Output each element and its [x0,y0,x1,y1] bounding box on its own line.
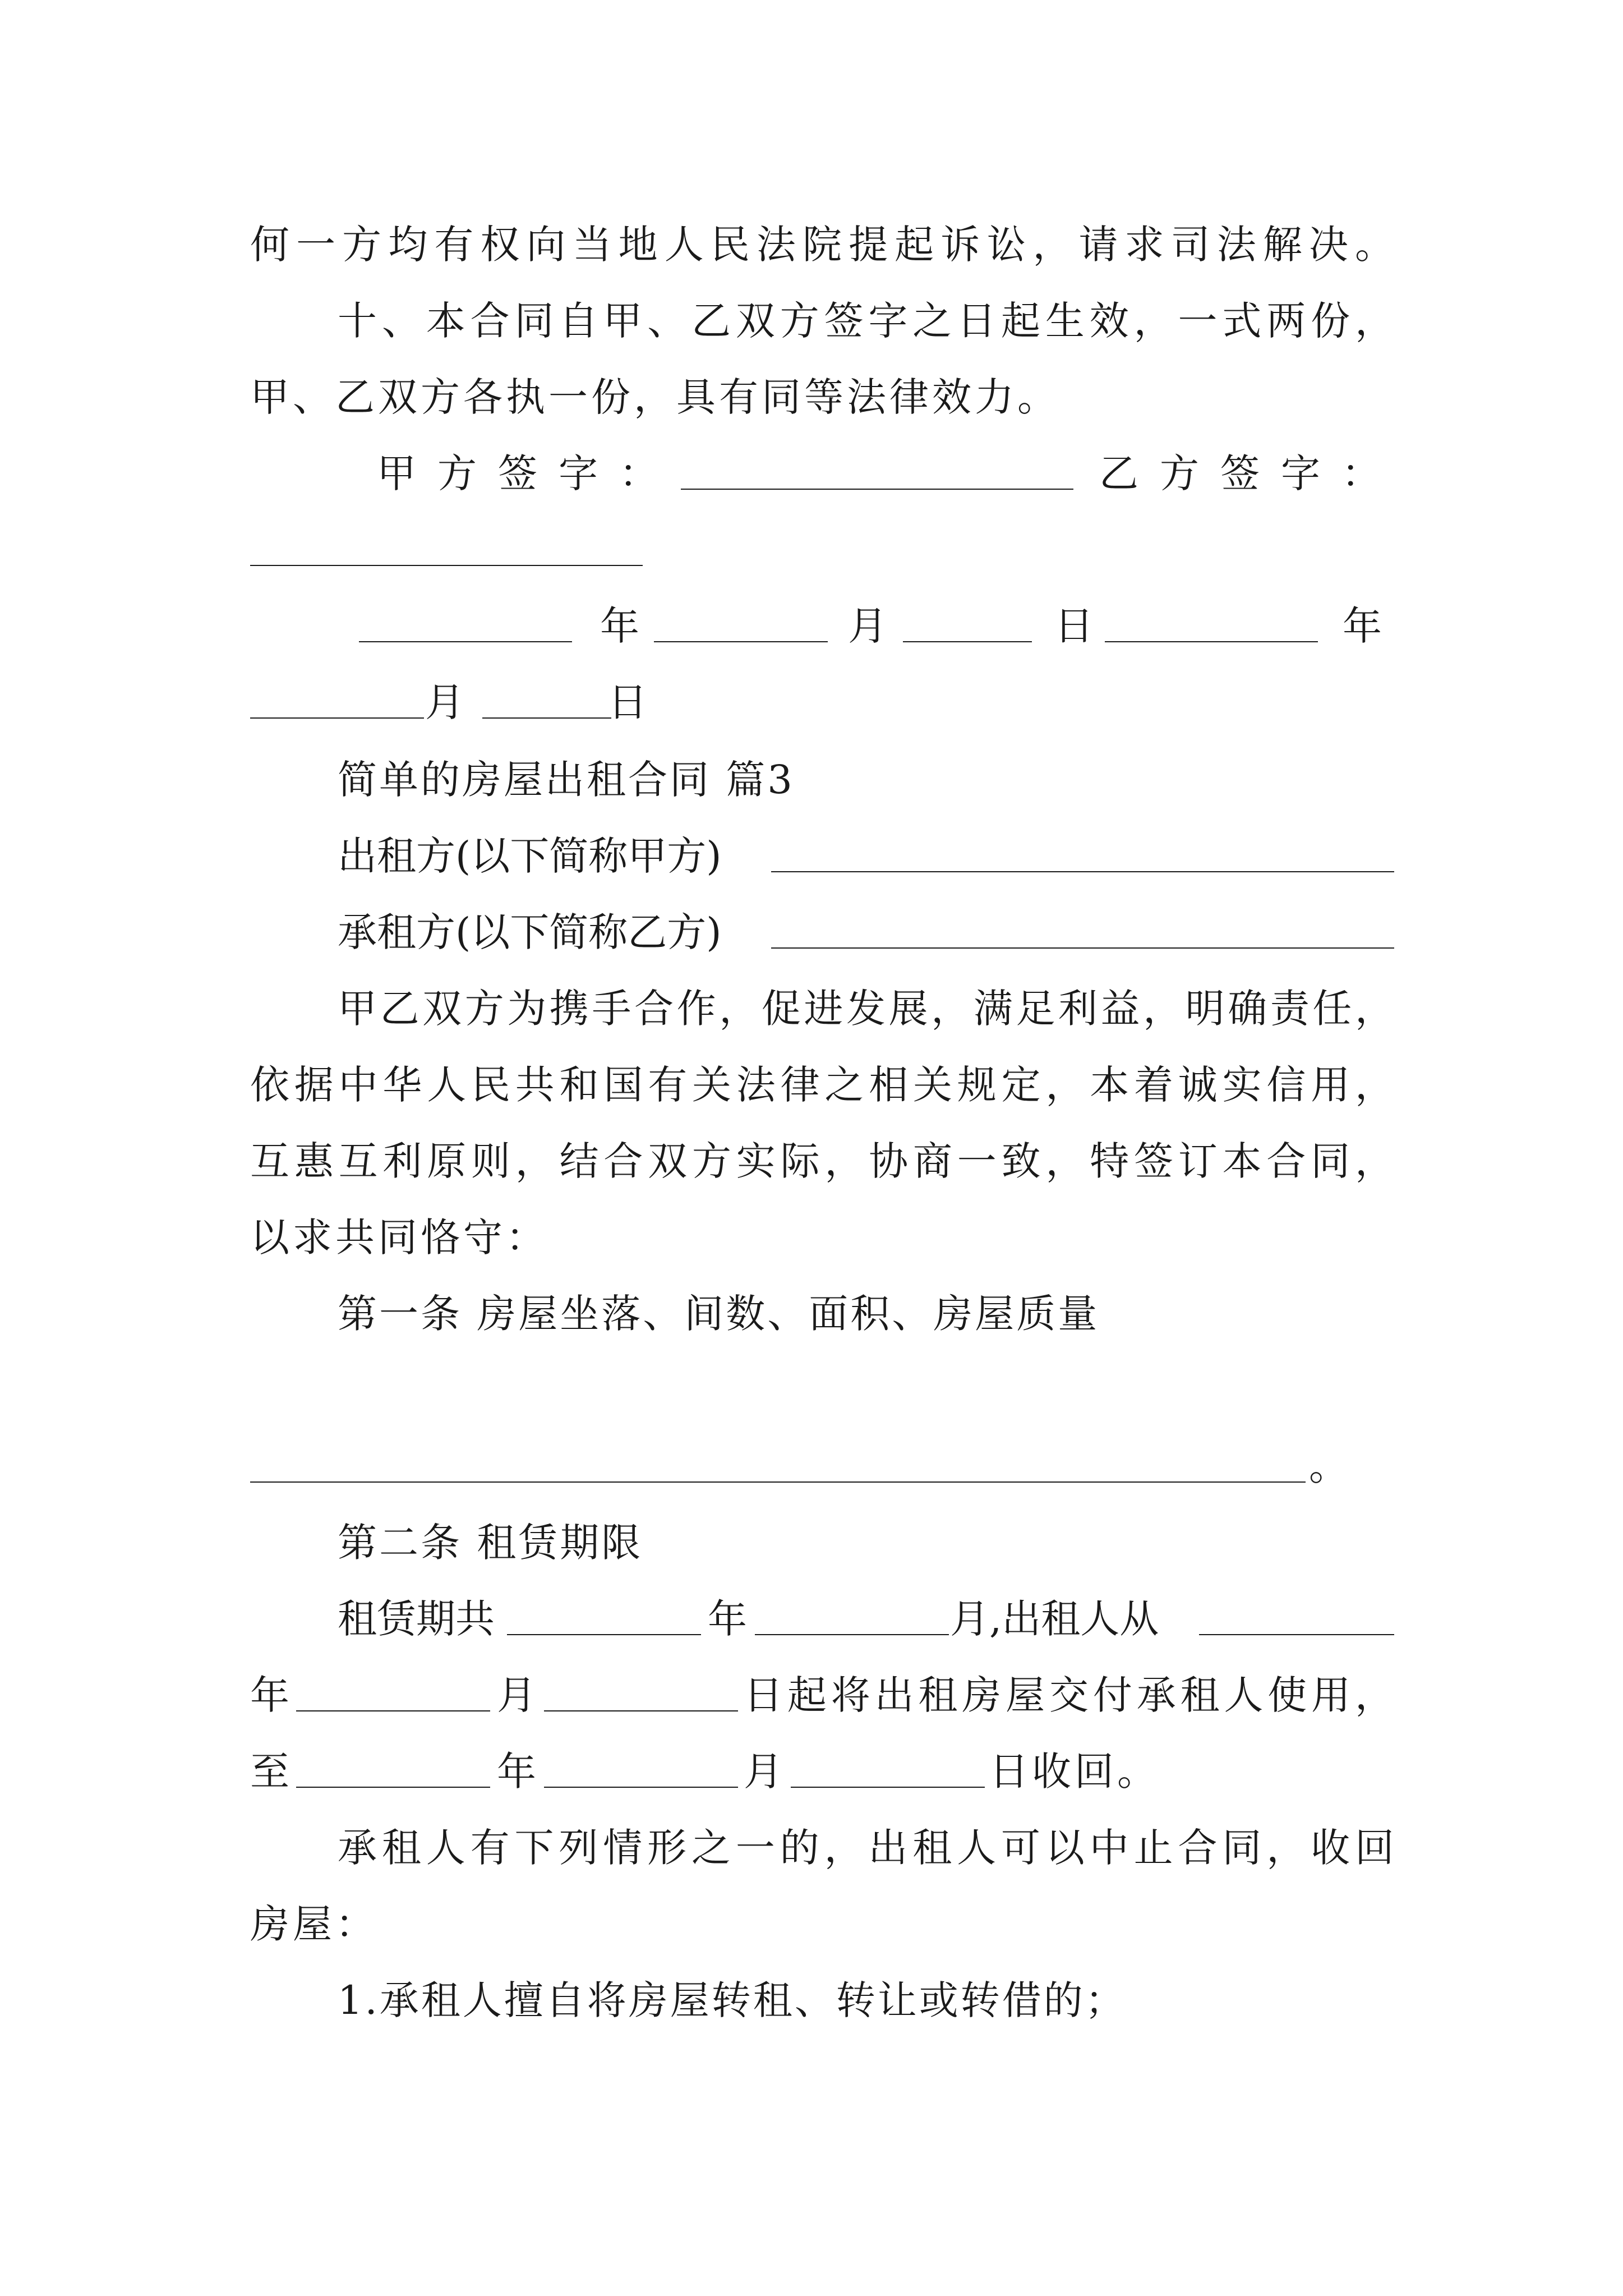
date-row-continued [250,671,1394,733]
party-b-signature-label: 乙方签字： [1099,450,1402,496]
section-title: 简单的房屋出租合同 篇3 [338,757,795,803]
signature-row [338,443,1402,504]
lessor-row [338,825,1394,887]
year-label: 年 [600,603,639,649]
intro-line: 依据中华人民共和国有关法律之相关规定，本着诚实信用， [250,1062,1394,1108]
day-blank [903,641,1032,642]
lessee-row [338,901,1394,963]
paragraph-line: 甲、乙双方各执一份，具有同等法律效力。 [250,374,1060,420]
end-year-blank [296,1787,490,1788]
lessee-blank [771,947,1394,949]
intro-line: 甲乙双方为携手合作，促进发展，满足利益，明确责任， [338,986,1394,1032]
list-item: 1.承租人擅自将房屋转租、转让或转借的； [338,1977,1127,2023]
party-b-signature-blank [250,565,643,566]
end-day-blank [791,1787,985,1788]
term-text: 日收回。 [989,1749,1160,1795]
term-months-blank [755,1634,949,1635]
paragraph-line: 何一方均有权向当地人民法院提起诉讼，请求司法解决。 [250,222,1394,268]
lessor-blank [771,871,1394,872]
start-day-blank [544,1710,738,1711]
article-two-title: 第二条 租赁期限 [338,1520,643,1566]
year-label: 年 [1343,603,1382,649]
year-blank [359,641,572,642]
term-text: 日起将出租房屋交付承租人使用， [744,1672,1394,1718]
article-one-period: 。 [1309,1443,1348,1489]
year-blank [1105,641,1318,642]
termination-line: 承租人有下列情形之一的，出租人可以中止合同，收回 [338,1825,1394,1871]
term-text: 月 [744,1749,783,1795]
month-blank [654,641,828,642]
article-one-title: 第一条 房屋坐落、间数、面积、房屋质量 [338,1291,1100,1337]
start-year-blank [1199,1634,1394,1635]
term-text: 至 [250,1749,289,1795]
intro-line: 互惠互利原则，结合双方实际，协商一致，特签订本合同， [250,1138,1394,1184]
term-text: 租赁期共 [338,1596,495,1642]
month-label: 月 [848,603,887,649]
signature-row-continued [250,519,1394,581]
article-one-row [250,1435,1394,1497]
article-one-blank [250,1481,1306,1483]
term-row-2 [250,1664,1394,1726]
term-row-1 [338,1588,1394,1650]
term-text: 月,出租人从 [950,1596,1159,1642]
party-a-signature-label: 甲方签字： [377,450,680,496]
day-label: 日 [608,679,647,725]
date-row [338,595,1394,657]
term-text: 月 [497,1672,536,1718]
term-text: 年 [497,1749,536,1795]
month-label: 月 [425,679,464,725]
lessee-label: 承租方(以下简称乙方) [338,909,722,955]
term-years-blank [507,1634,701,1635]
lessor-label: 出租方(以下简称甲方) [338,833,722,879]
day-label: 日 [1054,603,1094,649]
term-text: 年 [250,1672,289,1718]
termination-line: 房屋： [250,1901,378,1947]
term-text: 年 [708,1596,747,1642]
party-a-signature-blank [681,489,1073,490]
term-row-3 [250,1741,1394,1802]
month-blank [250,717,424,719]
day-blank [482,717,611,719]
end-month-blank [544,1787,738,1788]
start-month-blank [296,1710,490,1711]
intro-line: 以求共同恪守： [250,1214,548,1260]
article-ten-line: 十、本合同自甲、乙双方签字之日起生效，一式两份， [338,298,1394,344]
